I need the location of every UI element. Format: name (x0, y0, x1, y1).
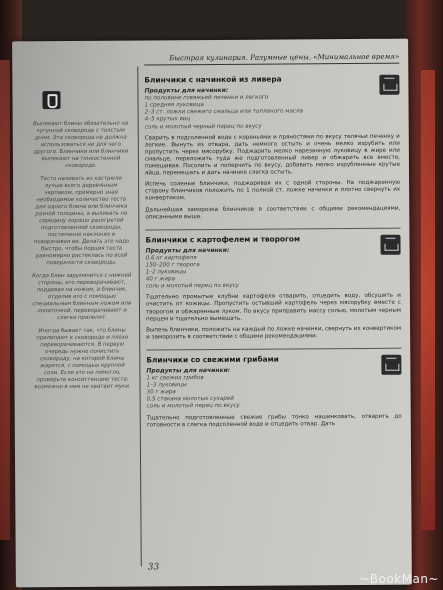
ingredient: 1–3 луковицы (146, 382, 188, 389)
watermark: ~BookMan~ (359, 572, 439, 586)
recipe-liver (144, 75, 400, 221)
recipe-fresh-mushrooms (146, 355, 402, 430)
ingredient: соль и молотый черный перец по вкусу (144, 123, 262, 131)
cooking-pot-icon (381, 355, 401, 375)
ingredients-heading: Продукты для начинки: (146, 366, 231, 375)
recipe-title: Блинчики со свежими грибами (146, 354, 279, 365)
ingredient: соль и молотый перец по вкусу (146, 403, 240, 410)
ingredients-list (146, 374, 401, 411)
sidebar-tips (31, 121, 133, 398)
recipe-paragraph: Выпечь блинчики, положить на каждый по ложке начинки, свернуть их конвертиком и заморозить в соответствии с общими рекомендациями. (146, 325, 402, 341)
book-page (12, 39, 412, 588)
ingredient: соль и молотый перец по вкусу (145, 283, 240, 290)
recipe-paragraph: Тщательно промытые клубни картофеля отварить, отцедить воду, обсушить и очистить от кожицы. Пропустить остывший картофель через мясорубку вместе с творогом и обжаренным луком. По вкусу приправить массу солью, молотым черным перцем и тщательно вымешать. (145, 293, 402, 323)
sidebar-paragraph: Тесто наливать из кастрюли лучше всего деревянным черпаком, примерно зная необходимое количество теста для одного блина или блинчика разной толщины, а выливать на середину хорошо разогретой подготовленной сковороды, постепенно наклоняя и поворачивая ее. Делать это надо быстро, чтобы порция теста равномерно растеклась по всей поверхности сковороды. (33, 175, 130, 267)
recipe-title: Блинчики с начинкой из ливера (144, 74, 282, 85)
recipe-paragraph: Дальнейшая заморозка блинчиков в соответствии с общими рекомендациями, описанными выше. (145, 205, 401, 221)
recipe-paragraph: Тщательно подготовленные свежие грибы тонко нашинковать, отварить до готовности в слегка подсоленной воде и отцедить отвар. Дать (146, 413, 402, 429)
section-divider (145, 227, 400, 230)
cooking-pot-icon (379, 75, 399, 95)
recipe-title: Блинчики с картофелем и творогом (145, 234, 300, 245)
running-head: Быстрая кулинария. Разумные цены. «Минимальное время» (144, 53, 399, 66)
sidebar-paragraph: Когда блин зарумянится с нижней стороны, его переворачивают, поддевая на ножом, а блинчик, отделив его с помощью специальным блинным ножом или лопаточкой, переворачивают и слегка прилепят. (32, 272, 132, 322)
ingredients-heading: Продукты для начинки: (144, 86, 229, 95)
cover-edge-left (0, 60, 10, 540)
ingredient: 1 средняя луковица (144, 102, 204, 109)
ingredient: 1 кг свежих грибов (146, 375, 204, 382)
ingredient: 40 г жира (145, 276, 176, 283)
sidebar-divider (137, 67, 141, 567)
recipe-paragraph: Испечь соленые блинчики, поджаривая их с одной стороны. На поджаренную сторону блинчиков положить по 1 полной ст. ложке начинки и плотно свернуть их конвертиком. (145, 179, 401, 202)
cooking-pot-icon (380, 234, 400, 254)
ingredients-heading: Продукты для начинки: (145, 246, 230, 255)
cover-edge-right (421, 70, 435, 530)
ingredients-list (144, 94, 399, 131)
ingredient: 150–200 г творога (145, 262, 200, 269)
ingredient: 2–3 ст. ложки свежего смальца или топленого масла (144, 108, 304, 116)
ingredient: 0,6 кг картофеля (145, 254, 197, 262)
ingredient: 4–5 крутых яиц (144, 116, 191, 123)
ingredient: по половине говяжьей печенки и легкого (144, 94, 269, 102)
recipe-paragraph: Сварить в подсоленной воде с кореньями и пряностями по вкусу телячьи печенку и легкие. Вынуть из отвара, дать немного остыть и очень мелко изрубить или пропустить через мясорубку. Поджарить мелко нарезанную луковицу в жире или смальце, переложить туда же подготовленный ливер и обжарить все вместе, помешивая. Посолить и поперчить по вкусу, добавить мелко изрубленные крутые яйца, перемешать и дать начинке слегка остыть. (144, 133, 400, 177)
ingredient: 30 г жира (146, 389, 176, 396)
tip-icon (42, 91, 60, 109)
ingredient: 1–2 луковицы (145, 269, 187, 276)
page-number: 33 (147, 562, 160, 573)
recipe-potato-cottage-cheese (145, 234, 401, 341)
sidebar-paragraph: Иногда бывает так, что блины прилипают к сковороде и плохо переворачиваются. В первую очередь нужно почистить сковороду, на которой блины жарятся, с помощью крупной соли. Если это не помогло, проверьте консистенцию теста: возможно в нем не хватает муки. (34, 327, 131, 391)
main-column (144, 75, 402, 438)
ingredient: 0,5 стакана молотых сухарей (146, 396, 234, 403)
section-divider (146, 348, 401, 351)
ingredients-list (146, 254, 401, 291)
sidebar-paragraph: Выпекают блины обязательно на чугунной сковороде с толстым дном. Эта сковорода не должна использоваться ни для чего другого. Блинчики или блинчики выпекают на тонкостенной сковороде. (33, 120, 129, 170)
